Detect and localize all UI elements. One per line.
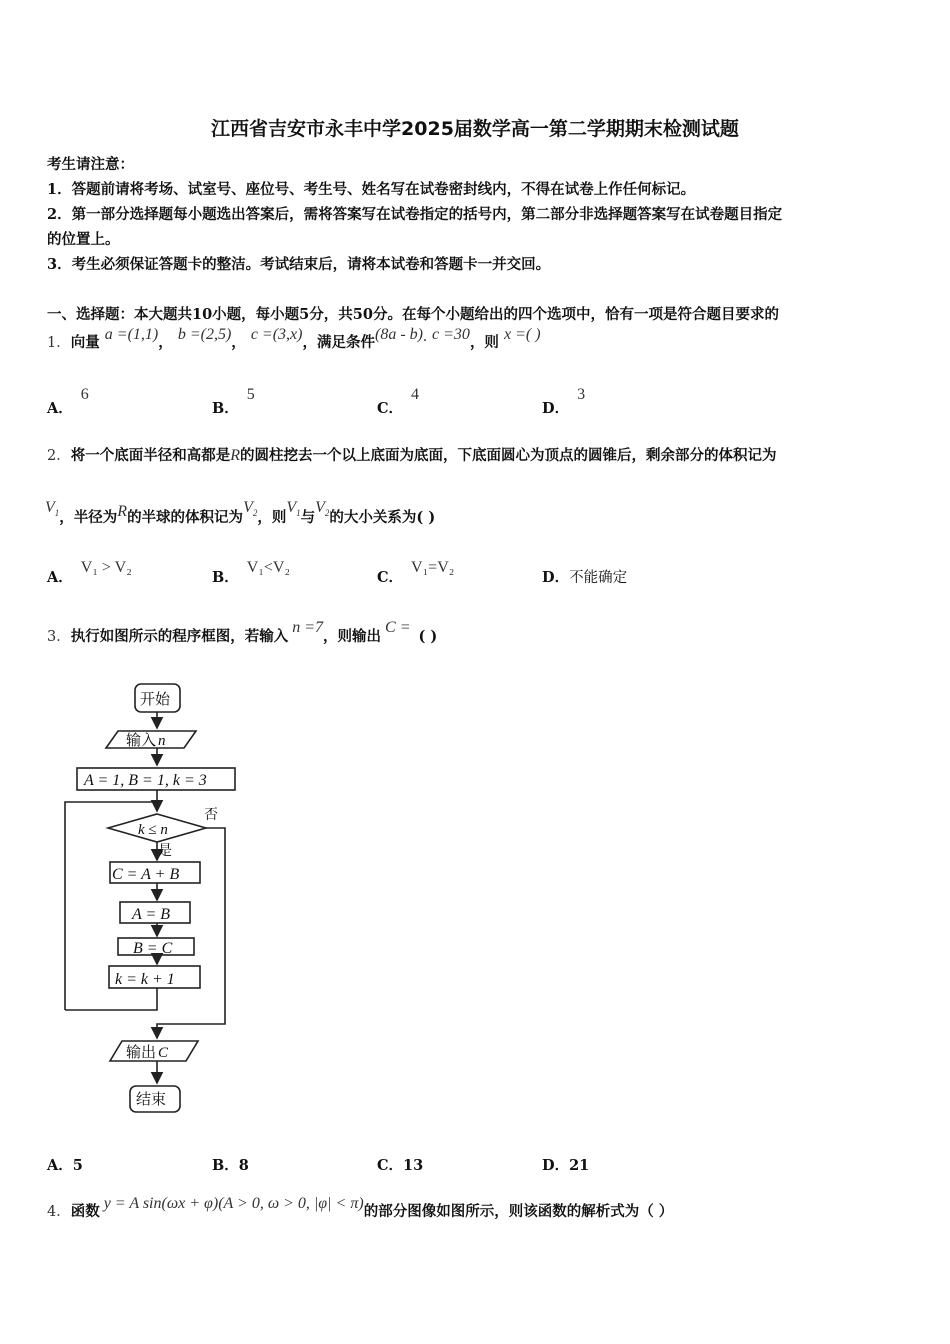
function-formula: y = A sin(ωx + φ)(A > 0, ω > 0, |φ| < π) [103, 1195, 364, 1212]
start-label: 开始 [140, 692, 171, 708]
question-number: 1． [47, 335, 71, 351]
question-number: 3． [47, 629, 71, 645]
option-a: A．5 [47, 1157, 83, 1174]
no-label: 否 [204, 808, 218, 823]
notice-item: 3．考生必须保证答题卡的整洁。考试结束后，请将本试卷和答题卡一并交回。 [47, 256, 551, 273]
question-4: 4．函数 y = A sin(ωx + φ)(A > 0, ω > 0, |φ| < π)的部分图像如图所示，则该函数的解析式为（ ） [47, 1195, 674, 1220]
answer-blank: x =( ) [504, 326, 541, 343]
question-number: 2． [47, 448, 71, 464]
process-k-label: k = k + 1 [115, 971, 175, 988]
option-c: C．V₁=V₂ [377, 559, 455, 586]
option-c: C．13 [377, 1157, 424, 1174]
input-label: 输入 [126, 731, 157, 749]
process-b-label: B = C [133, 940, 173, 957]
option-b: B．V₁<V₂ [212, 559, 291, 586]
output-label: 输出 [126, 1043, 157, 1061]
program-flowchart [60, 676, 250, 1121]
question-1: 1．向量 a =(1,1)， b =(2,5)， c =(3,x)，满足条件(8a - b). c =30，则 x =( ) [47, 326, 541, 351]
section-heading: 一、选择题：本大题共10小题，每小题5分，共50分。在每个小题给出的四个选项中，恰有一项是符合题目要求的 [47, 306, 779, 323]
notice-item: 1．答题前请将考场、试室号、座位号、考生号、姓名写在试卷密封线内，不得在试卷上作任何标记。 [47, 181, 696, 198]
option-d: D．3 [542, 386, 586, 417]
question-2: 2．将一个底面半径和高都是R的圆柱挖去一个以上底面为底面，下底面圆心为顶点的圆锥后，剩余部分的体积记为 [47, 447, 777, 464]
option-c: C．4 [377, 386, 420, 417]
svg-text:输出C: 输出 C [126, 1043, 169, 1061]
option-a: A．6 [47, 386, 89, 417]
vector-c: c =(3,x) [250, 326, 303, 343]
vector-b: b =(2,5) [177, 326, 232, 343]
option-b: B．8 [212, 1157, 249, 1174]
vector-a: a =(1,1) [104, 326, 159, 343]
svg-text:输入n: 输入 n [126, 731, 166, 749]
option-d: D．不能确定 [542, 569, 628, 586]
question-number: 4． [47, 1204, 71, 1220]
option-a: A．V₁ > V₂ [47, 559, 132, 586]
init-label: A = 1, B = 1, k = 3 [84, 772, 207, 789]
yes-label: 是 [158, 844, 172, 859]
notice-heading: 考生请注意： [47, 156, 134, 173]
process-a-label: A = B [132, 906, 171, 923]
page-title: 江西省吉安市永丰中学2025届数学高一第二学期期末检测试题 [211, 118, 739, 140]
condition-expr: (8a - b) [374, 326, 423, 343]
cond-label: k ≤ n [138, 822, 168, 838]
question-3: 3．执行如图所示的程序框图，若输入n =7，则输出C =( ) [47, 619, 438, 645]
notice-item: 的位置上。 [47, 231, 120, 248]
condition-value: c =30 [432, 326, 470, 343]
question-2-line2: $V_1$，半径为R的半球的体积记为$V_2$，则$V_1$与$V_2$的大小关系为( ) [45, 499, 436, 526]
process-c-label: C = A + B [112, 866, 180, 883]
option-b: B．5 [212, 386, 255, 417]
notice-item: 2．第一部分选择题每小题选出答案后，需将答案写在试卷指定的括号内，第二部分非选择题答案写在试卷题目指定 [47, 206, 783, 223]
end-label: 结束 [136, 1092, 167, 1108]
option-d: D．21 [542, 1157, 590, 1174]
